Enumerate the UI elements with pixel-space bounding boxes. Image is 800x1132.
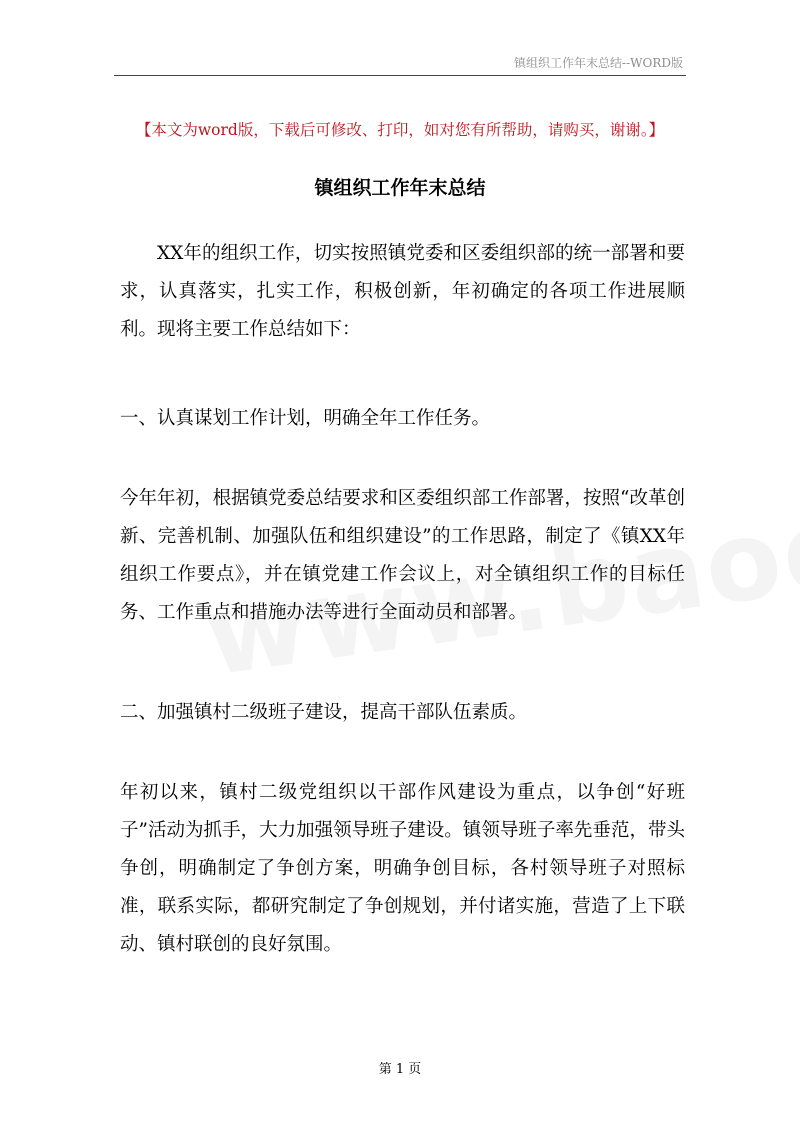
intro-paragraph: XX年的组织工作，切实按照镇党委和区委组织部的统一部署和要求，认真落实，扎实工作，积极创新，年初确定的各项工作进展顺利。现将主要工作总结如下： bbox=[120, 243, 685, 340]
section-body-2: 年初以来，镇村二级党组织以干部作风建设为重点，以争创“好班子”活动为抓手，大力加强领导班子建设。镇领导班子率先垂范，带头争创，明确制定了争创方案，明确争创目标，各村领导班子对照标准，联系实际，都研究制定了争创规划，并付诸实施，营造了上下联动、镇村联创的良好氛围。 bbox=[120, 782, 685, 955]
section-heading-2: 二、加强镇村二级班子建设，提高干部队伍素质。 bbox=[120, 702, 528, 723]
header-divider bbox=[114, 75, 686, 76]
page-number: 第 1 页 bbox=[378, 1062, 422, 1077]
section-heading-1: 一、认真谋划工作计划，明确全年工作任务。 bbox=[120, 408, 491, 429]
purchase-notice: 【本文为word版，下载后可修改、打印，如对您有所帮助，请购买，谢谢。】 bbox=[135, 121, 665, 139]
document-title: 镇组织工作年末总结 bbox=[314, 177, 486, 199]
running-header: 镇组织工作年末总结--WORD版 bbox=[514, 56, 683, 70]
section-body-1: 今年年初，根据镇党委总结要求和区委组织部工作部署，按照“改革创新、完善机制、加强队伍和组织建设”的工作思路，制定了《镇XX年组织工作要点》，并在镇党建工作会议上，对全镇组织工作的目标任务、工作重点和措施办法等进行全面动员和部署。 bbox=[120, 488, 685, 623]
